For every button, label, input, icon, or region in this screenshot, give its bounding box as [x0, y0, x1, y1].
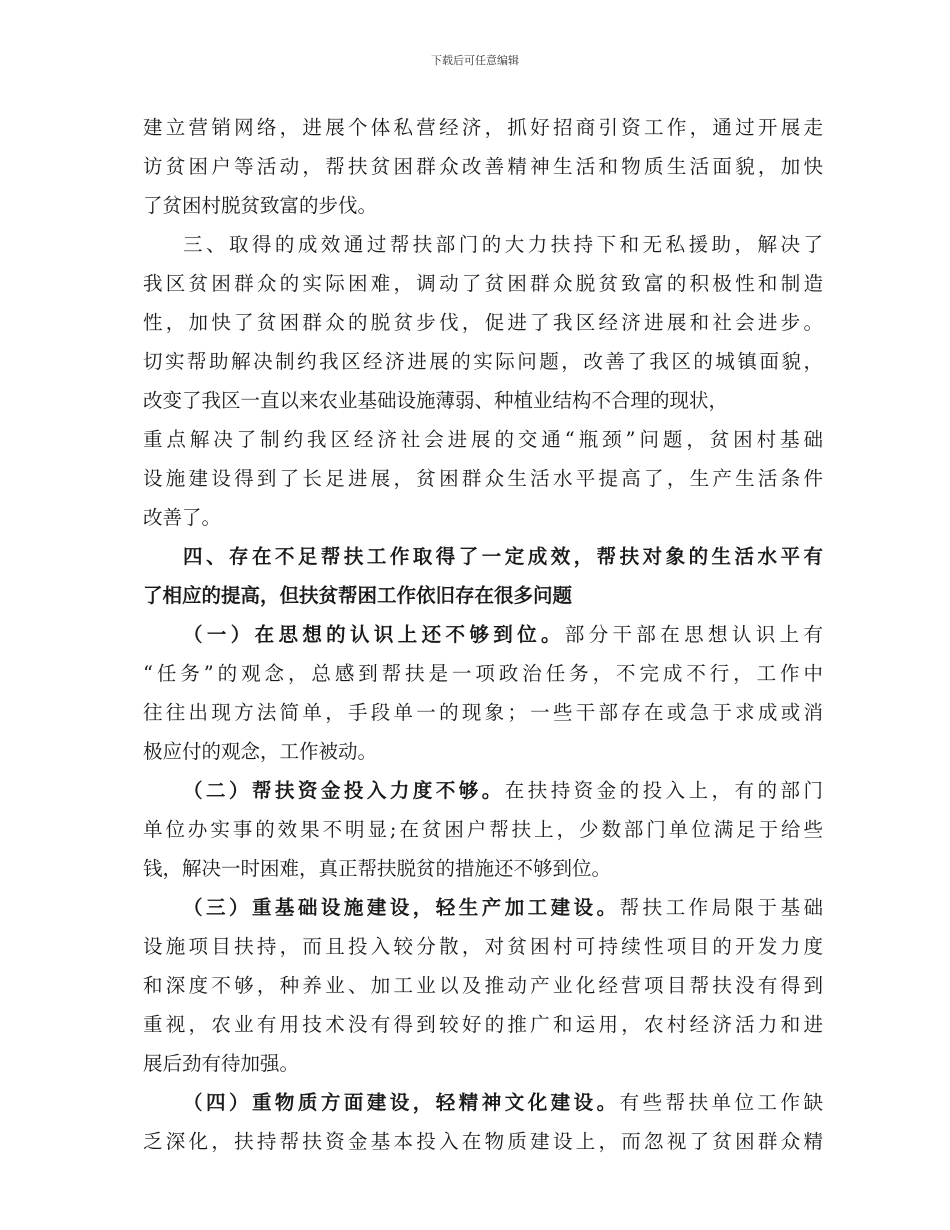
text-line: [143, 1083, 823, 1122]
text-line: 我区贫困群众的实际困难，调动了贫困群众脱贫致富的积极性和制造: [143, 272, 823, 295]
text-line: 访贫困户等活动，帮扶贫困群众改善精神生活和物质生活面貌，加快: [143, 155, 823, 178]
paragraph-item-2: [143, 771, 823, 888]
item-text: 有些帮扶单位工作缺: [619, 1091, 823, 1114]
text-line: 设施项目扶持，而且投入较分散，对贫困村可持续性项目的开发力度: [143, 935, 823, 958]
text-line: 切实帮助解决制约我区经济进展的实际问题，改善了我区的城镇面貌，: [143, 350, 823, 373]
document-body: [143, 108, 823, 1161]
text-line: 改善了。: [143, 506, 222, 529]
paragraph-item-3: [143, 888, 823, 1083]
text-line: 和深度不够，种养业、加工业以及推动产业化经营项目帮扶没有得到: [143, 974, 823, 997]
text-line: 重点解决了制约我区经济社会进展的交通“瓶颈”问题，贫困村基础: [143, 428, 823, 451]
item-heading: （三）重基础设施建设，轻生产加工建设。: [183, 896, 620, 919]
text-line: 重视，农业有用技术没有得到较好的推广和运用，农村经济活力和进: [143, 1013, 823, 1036]
text-line: 乏深化，扶持帮扶资金基本投入在物质建设上，而忽视了贫困群众精: [143, 1130, 823, 1153]
item-heading: （一）在思想的认识上还不够到位。: [183, 623, 565, 646]
text-line: 钱，解决一时困难，真正帮扶脱贫的措施还不够到位。: [143, 857, 612, 880]
paragraph-2: [143, 225, 823, 537]
text-line: 设施建设得到了长足进展，贫困群众生活水平提高了，生产生活条件: [143, 467, 823, 490]
text-line: [143, 888, 823, 927]
text-line: 单位办实事的效果不明显;在贫困户帮扶上，少数部门单位满足于给些: [143, 818, 823, 841]
text-line: [143, 615, 823, 654]
item-heading: （二）帮扶资金投入力度不够。: [183, 779, 505, 802]
text-line: 三、取得的成效通过帮扶部门的大力扶持下和无私援助，解决了: [183, 233, 823, 256]
heading-line: 了相应的提高，但扶贫帮困工作依旧存在很多问题: [143, 584, 573, 607]
paragraph-item-1: [143, 615, 823, 771]
paragraph-item-4: [143, 1083, 823, 1161]
section-heading: [143, 537, 823, 615]
text-line: “任务”的观念，总感到帮扶是一项政治任务，不完成不行，工作中: [143, 662, 823, 685]
item-heading: （四）重物质方面建设，轻精神文化建设。: [183, 1091, 620, 1114]
item-text: 部分干部在思想认识上有: [564, 623, 823, 646]
text-line: [143, 771, 823, 810]
page-header: 下载后可任意编辑: [431, 54, 519, 67]
item-text: 帮扶工作局限于基础: [619, 896, 823, 919]
text-line: 建立营销网络，进展个体私营经济，抓好招商引资工作，通过开展走: [143, 116, 823, 139]
text-line: 性，加快了贫困群众的脱贫步伐，促进了我区经济进展和社会进步。: [143, 311, 823, 334]
text-line: 极应付的观念，工作被动。: [143, 740, 378, 763]
text-line: 了贫困村脱贫致富的步伐。: [143, 194, 378, 217]
item-text: 在扶持资金的投入上，有的部门: [504, 779, 823, 802]
heading-line: 四、存在不足帮扶工作取得了一定成效，帮扶对象的生活水平有: [183, 545, 823, 568]
text-line: 往往出现方法简单，手段单一的现象；一些干部存在或急于求成或消: [143, 701, 823, 724]
paragraph-1: [143, 108, 823, 225]
text-line: 改变了我区一直以来农业基础设施薄弱、种植业结构不合理的现状，: [143, 389, 729, 412]
text-line: 展后劲有待加强。: [143, 1052, 300, 1075]
